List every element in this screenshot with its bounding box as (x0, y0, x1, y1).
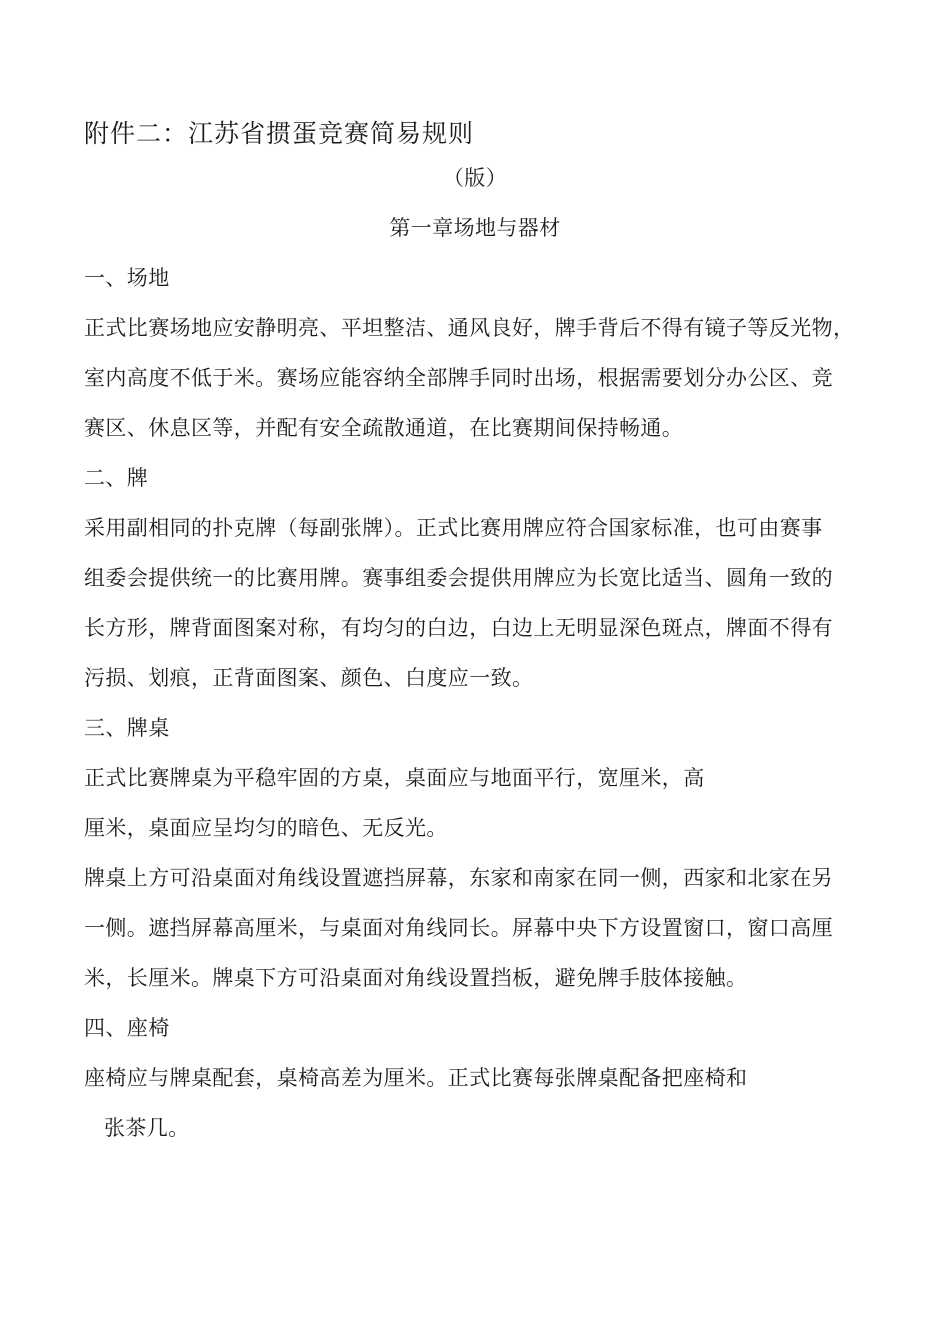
paragraph-line: 座椅应与牌桌配套，桌椅高差为厘米。正式比赛每张牌桌配备把座椅和 (84, 1066, 748, 1090)
version-label: （版） (442, 166, 508, 190)
paragraph-line: 正式比赛场地应安静明亮、平坦整洁、通风良好，牌手背后不得有镜子等反光物， (84, 316, 855, 340)
paragraph-line: 厘米，桌面应呈均匀的暗色、无反光。 (84, 816, 448, 840)
paragraph-line: 赛区、休息区等，并配有安全疏散通道，在比赛期间保持畅通。 (84, 416, 684, 440)
paragraph-line: 正式比赛牌桌为平稳牢固的方桌，桌面应与地面平行，宽厘米，高 (84, 766, 705, 790)
paragraph-line: 米，长厘米。牌桌下方可沿桌面对角线设置挡板，避免牌手肢体接触。 (84, 966, 748, 990)
document-title: 附件二：江苏省掼蛋竞赛简易规则 (84, 119, 475, 148)
section-heading-cards: 二、牌 (84, 466, 149, 490)
section-heading-chairs: 四、座椅 (84, 1016, 170, 1040)
paragraph-line: 组委会提供统一的比赛用牌。赛事组委会提供用牌应为长宽比适当、圆角一致的 (84, 566, 833, 590)
paragraph-line: 牌桌上方可沿桌面对角线设置遮挡屏幕，东家和南家在同一侧，西家和北家在另 (84, 866, 833, 890)
section-heading-table: 三、牌桌 (84, 716, 170, 740)
paragraph-line: 室内高度不低于米。赛场应能容纳全部牌手同时出场，根据需要划分办公区、竞 (84, 366, 833, 390)
chapter-heading: 第一章场地与器材 (389, 216, 561, 240)
section-heading-venue: 一、场地 (84, 266, 170, 290)
paragraph-line: 污损、划痕，正背面图案、颜色、白度应一致。 (84, 666, 534, 690)
paragraph-line: 一侧。遮挡屏幕高厘米，与桌面对角线同长。屏幕中央下方设置窗口，窗口高厘 (84, 916, 833, 940)
paragraph-line: 采用副相同的扑克牌（每副张牌）。正式比赛用牌应符合国家标准，也可由赛事 (84, 516, 823, 540)
paragraph-line: 张茶几。 (104, 1116, 190, 1140)
paragraph-line: 长方形，牌背面图案对称，有均匀的白边，白边上无明显深色斑点，牌面不得有 (84, 616, 833, 640)
